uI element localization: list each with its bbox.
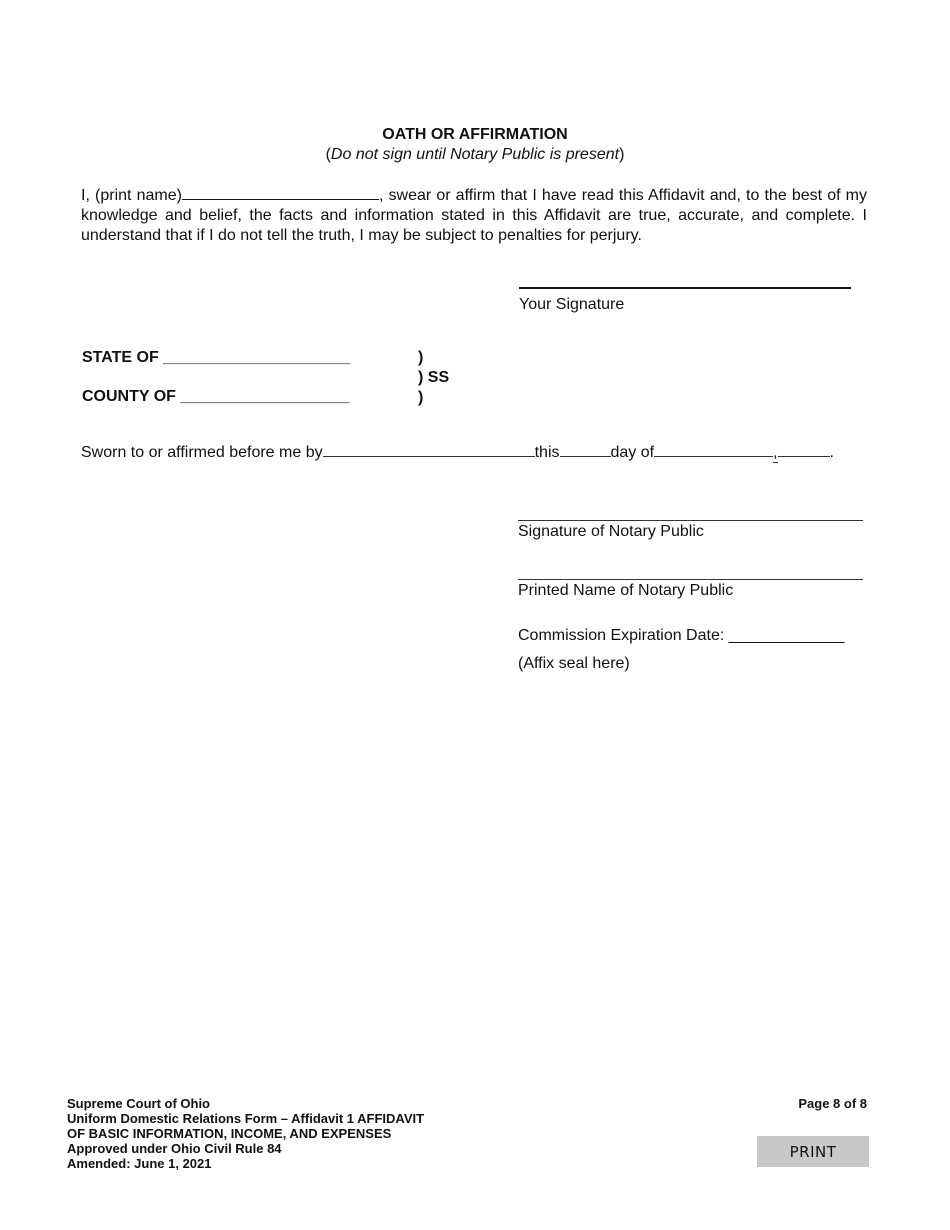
subtitle-italic: Do not sign until Notary Public is present (330, 146, 620, 163)
notary-printed-name-line[interactable] (518, 579, 863, 580)
your-signature-label: Your Signature (519, 296, 625, 313)
oath-paragraph (81, 185, 867, 246)
sworn-line (81, 442, 834, 463)
sworn-period: . (829, 444, 834, 461)
sworn-year-blank[interactable] (778, 442, 830, 457)
footer-court: Supreme Court of Ohio (67, 1096, 210, 1111)
notary-printed-name-label: Printed Name of Notary Public (518, 582, 734, 599)
sworn-month-blank[interactable] (654, 442, 773, 457)
notary-signature-line[interactable] (518, 520, 863, 521)
sworn-day-of: day of (610, 444, 655, 461)
sworn-this: this (534, 444, 560, 461)
footer-approved: Approved under Ohio Civil Rule 84 (67, 1141, 282, 1156)
ss-label: ) SS (418, 369, 450, 386)
page-number: Page 8 of 8 (798, 1096, 867, 1111)
ss-paren-top: ) (418, 349, 424, 366)
oath-paragraph-text: , swear or affirm that I have read this Affidavit and, to the best of my knowledge and belief, the facts and information stated in this Affidavit are true, accurate, and complete. I understand that if I do not tell the truth, I may be subject to penalties for perjury. (81, 187, 868, 244)
ss-paren-bottom: ) (418, 389, 424, 406)
sworn-comma: , (773, 444, 778, 461)
commission-expiration: Commission Expiration Date: _____________ (518, 627, 845, 644)
print-name-label: I, (print name) (81, 187, 182, 204)
notary-signature-label: Signature of Notary Public (518, 523, 704, 540)
footer-form-name: Uniform Domestic Relations Form – Affidavit 1 AFFIDAVIT (67, 1111, 425, 1126)
state-of-field: STATE OF _____________________ (82, 349, 351, 366)
footer-amended: Amended: June 1, 2021 (67, 1156, 212, 1171)
your-signature-line[interactable] (519, 287, 851, 289)
print-button[interactable]: PRINT (757, 1136, 869, 1167)
print-name-blank[interactable] (182, 185, 379, 200)
affix-seal-label: (Affix seal here) (518, 655, 630, 672)
oath-subtitle: (Do not sign until Notary Public is present) (325, 146, 625, 163)
oath-title: OATH OR AFFIRMATION (382, 126, 568, 143)
footer-form-subtitle: OF BASIC INFORMATION, INCOME, AND EXPENSES (67, 1126, 392, 1141)
sworn-day-blank[interactable] (560, 442, 611, 457)
county-of-field: COUNTY OF ___________________ (82, 388, 350, 405)
sworn-prefix: Sworn to or affirmed before me by (81, 444, 323, 461)
sworn-name-blank[interactable] (323, 442, 535, 457)
footer-info (67, 1096, 424, 1171)
